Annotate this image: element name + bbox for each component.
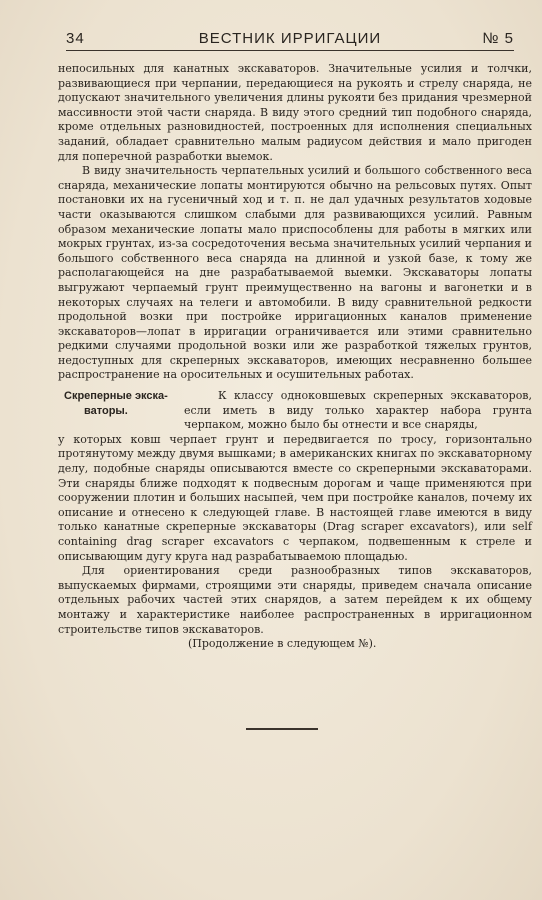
page-header [66, 28, 514, 51]
journal-title: ВЕСТНИК ИРРИГАЦИИ [198, 30, 382, 47]
continued-note: (Продолжение в следующем №). [188, 637, 377, 651]
article-body [58, 62, 532, 652]
issue-number: № 5 [482, 30, 514, 47]
section-scraper-excavators [58, 389, 532, 433]
section-heading [58, 389, 184, 418]
paragraph-4: Для ориентирования среди разнообразных типов экскаваторов, выпускаемых фирмами, строящими эти снаряды, приведем сначала описание отдельных рабочих частей этих снарядов, а затем перейдем к их общему монтажу и характеристике наиболее распространенных в ирригационном строительстве типов экскаваторов. [58, 564, 532, 636]
paragraph-3-start: К классу одноковшевых скреперных экскаваторов, если иметь в виду только характер набора грунта черпаком, можно было бы отнести и все снаряды, [184, 389, 532, 432]
paragraph-1: непосильных для канатных экскаваторов. Значительные усилия и толчки, развивающиеся при черпании, передающиеся на рукоять и стрелу снаряда, не допускают значительного увеличения длины рукояти без придания чрезмерной массивности этой части снаряда. В виду этого средний тип подобного снаряда, кроме отдельных разновидностей, построенных для исполнения специальных заданий, обладает сравнительно малым радиусом действия и мало пригоден для поперечной разработки выемок. [58, 62, 532, 163]
paragraph-3-rest: у которых ковш черпает грунт и передвигается по тросу, горизонтально протянутому между двумя вышками; в американских книгах по экскаваторному делу, подобные снаряды описываются вместе со скреперными экскаваторами. Эти снаряды ближе подходят к подвесным дорогам и чаще применяются при сооружении плотин и больших насыпей, чем при постройке каналов, почему их описание и отнесено к следующей главе. В настоящей главе имеются в виду только канатные скреперные экскаваторы (Drag scraper excavators), или self containing drag scraper excavators с черпаком, подвешенным к стреле и описывающим дугу круга над разрабатываемою площадью. [58, 432, 532, 563]
section-heading-line-2: ваторы. [84, 404, 128, 417]
end-rule [246, 728, 318, 730]
section-heading-line-1: Скреперные экска- [64, 390, 168, 403]
paragraph-2: В виду значительность черпательных усилий и большого собственного веса снаряда, механические лопаты монтируются обычно на рельсовых путях. Опыт постановки их на гусеничный ход и т. п. не дал удачных результатов ходовые части оказываются слишком слабыми для развивающихся усилий. Равным образом механические лопаты мало приспособлены для работы в мягких или мокрых грунтах, из-за сосредоточения весьма значительных усилий черпания и большого собственного веса снаряда на длинной и узкой базе, к тому же располагающейся на дне разрабатываемой выемки. Экскаваторы лопаты выгружают черпаемый грунт преимущественно на вагоны и вагонетки и в некоторых случаях на телеги и автомобили. В виду сравнительной редкости продольной возки при постройке ирригационных каналов применение экскаваторов—лопат в ирригации ограничивается или этими сравнительно редкими случаями продольной возки или же разработкой тяжелых грунтов, недоступных для скреперных экскаваторов, имеющих несравненно большее распространение на оросительных и осушительных работах. [58, 164, 532, 382]
page-number: 34 [66, 30, 85, 47]
